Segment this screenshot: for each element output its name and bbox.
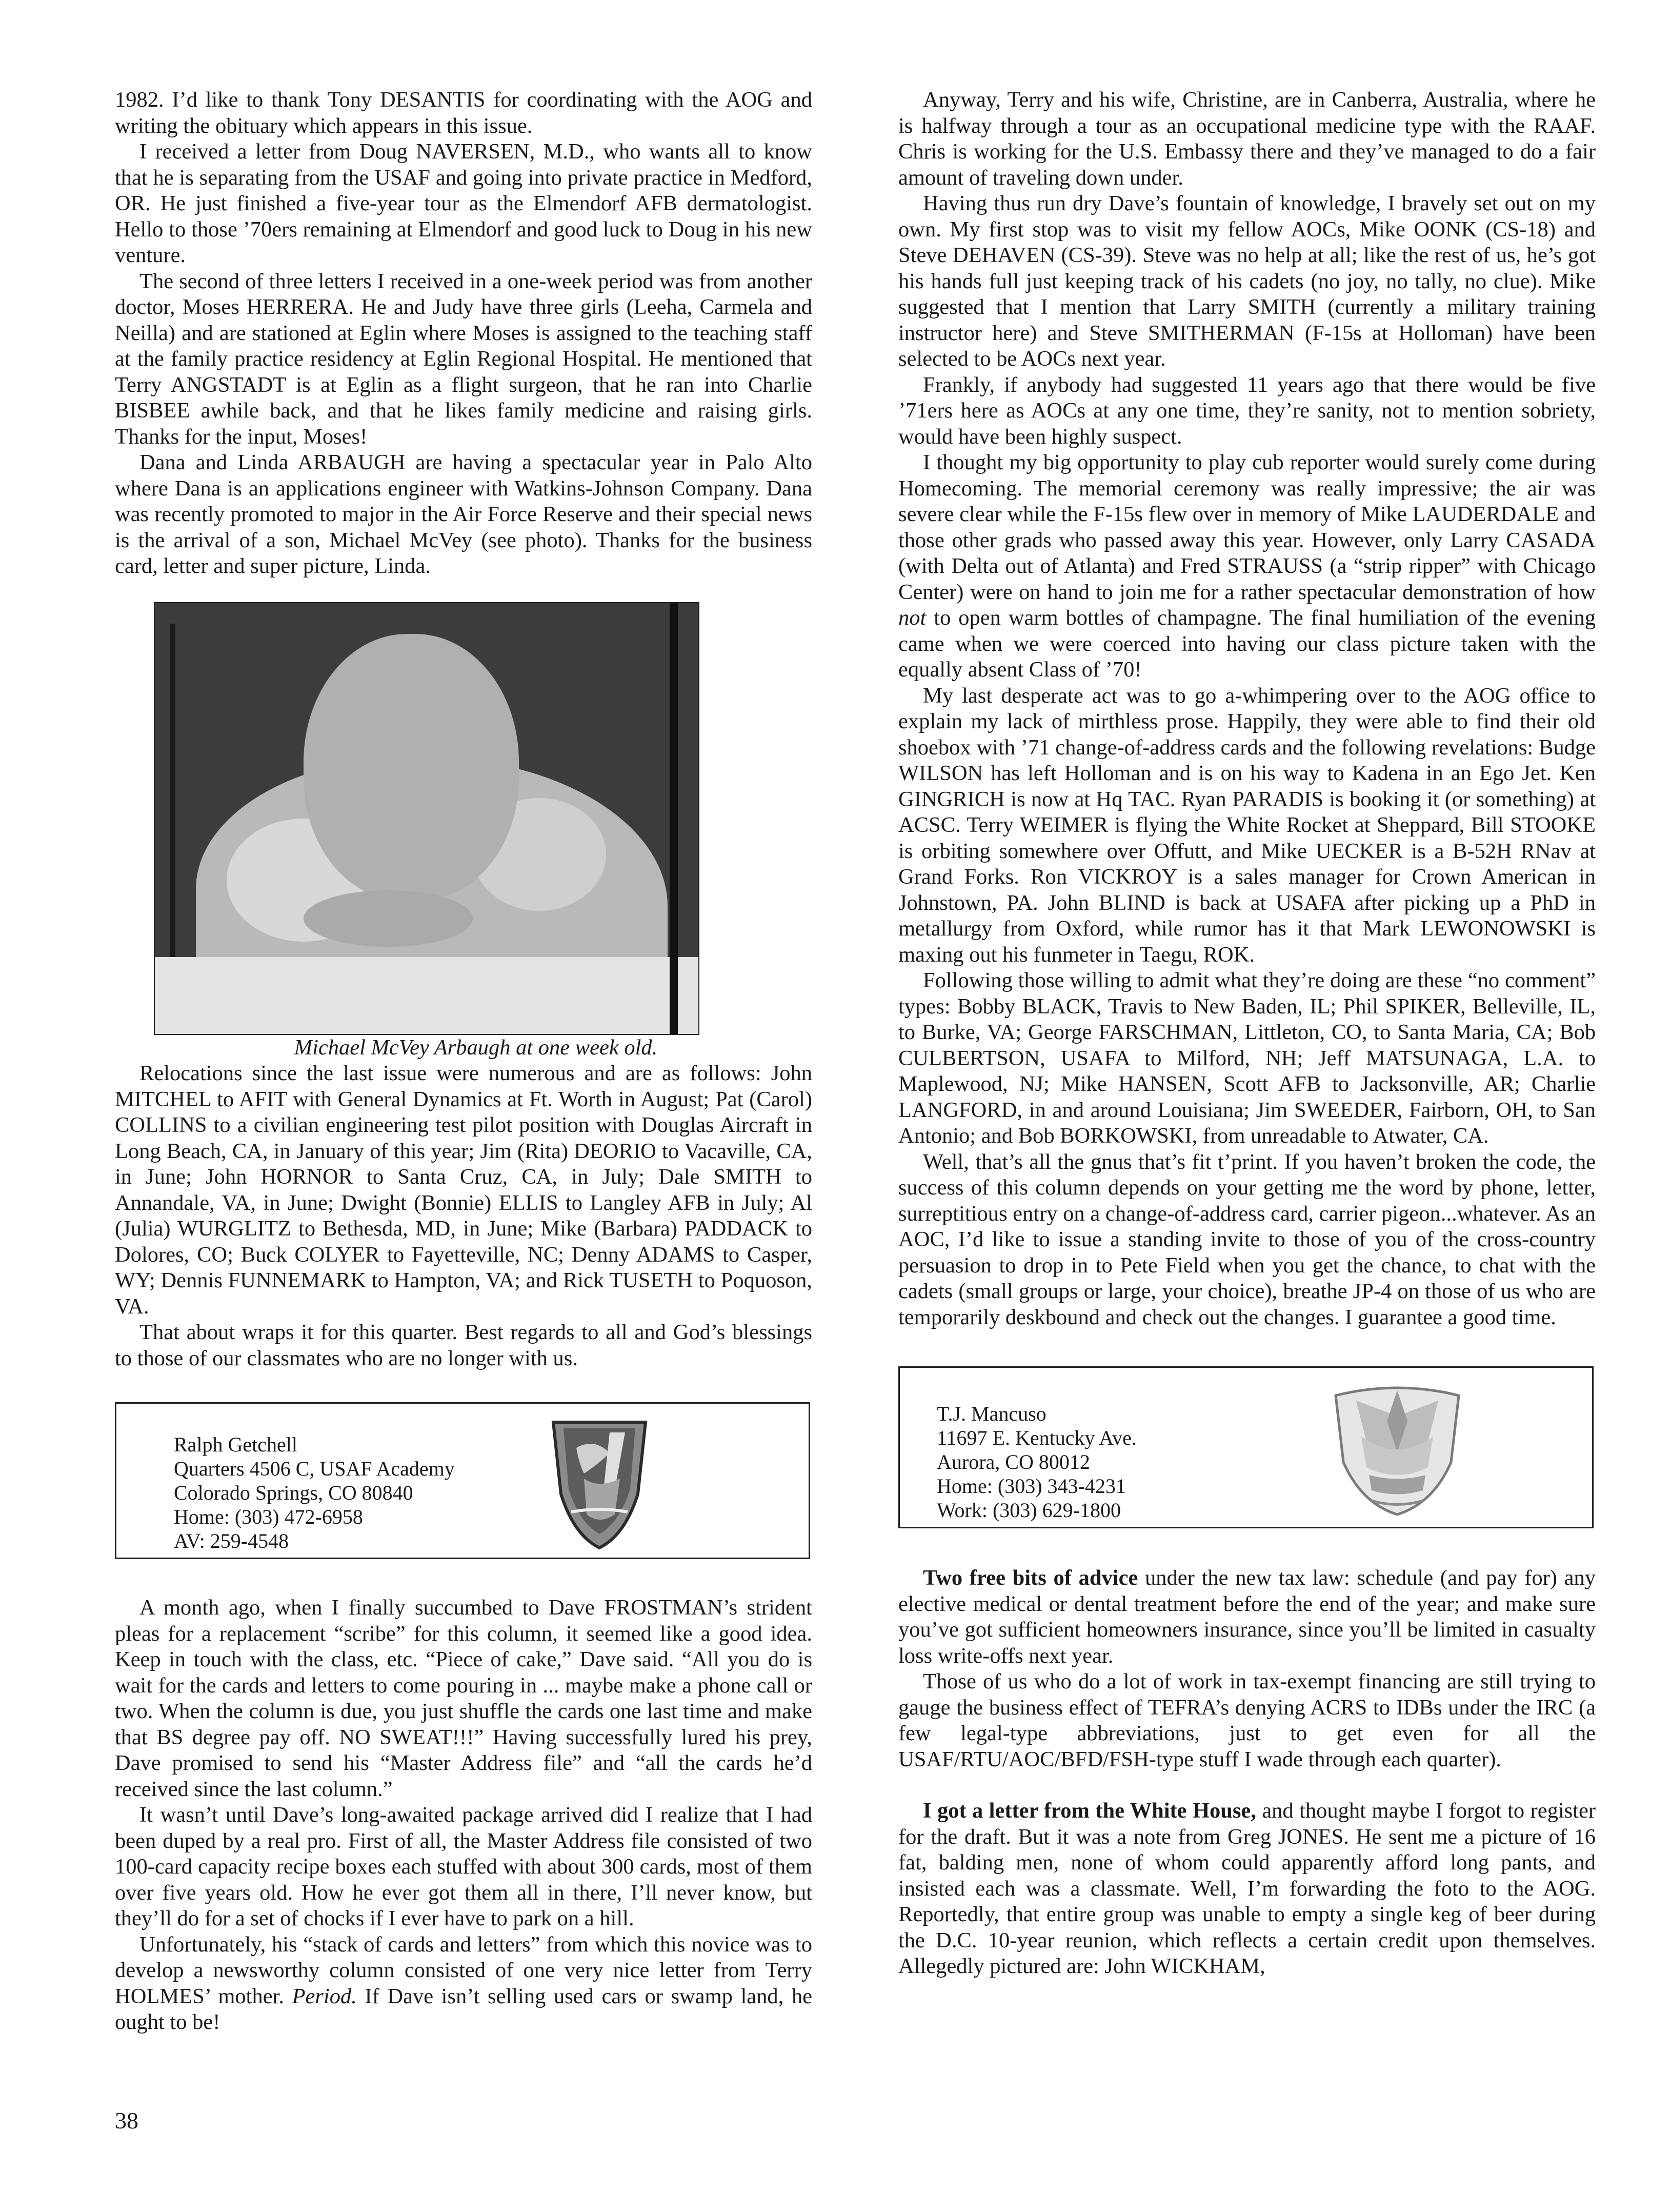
paragraph: My last desperate act was to go a-whimpering over to the AOG office to explain my lack of mirthless prose. Happily, they were able to find their old shoebox with ’71 change-of-address cards and the following revelations: Budge WILSON has left Holloman and is on his way to Kadena in an Ego Jet. Ken GINGRICH is now at Hq TAC. Ryan PARADIS is booking it (or something) at ACSC. Terry WEIMER is flying the White Rocket at Sheppard, Bill STOOKE is orbiting somewhere over Offutt, and Mike UECKER is a B-52H RNav at Grand Forks. Ron VICKROY is a sales manager for Crown American in Johnstown, PA. John BLIND is back at USAFA after picking up a PhD in metallurgy from Oxford, while rumor has it that Mark LEWONOWSKI is maxing out his funmeter in Taegu, ROK. bbox=[898, 683, 1596, 967]
address-home-phone: Home: (303) 343-4231 bbox=[937, 1474, 1126, 1498]
photo-baby-hand bbox=[304, 890, 473, 947]
address-home-phone: Home: (303) 472-6958 bbox=[174, 1505, 363, 1528]
class-crest-icon bbox=[548, 1417, 651, 1550]
photo-caption: Michael McVey Arbaugh at one week old. bbox=[294, 1035, 658, 1060]
address-street: 11697 E. Kentucky Ave. bbox=[937, 1426, 1137, 1449]
address-name: Ralph Getchell bbox=[174, 1433, 298, 1456]
text-run: Unfortunately, his “stack of cards and letters” from which this novice was to develop a newsworthy column consisted of one very nice letter from Terry HOLMES’ mother. bbox=[115, 1932, 812, 2008]
emphasis: not bbox=[898, 606, 927, 630]
page-number: 38 bbox=[115, 2107, 138, 2134]
left-column bbox=[115, 87, 812, 2036]
address-work-phone: Work: (303) 629-1800 bbox=[937, 1499, 1121, 1522]
paragraph: That about wraps it for this quarter. Best regards to all and God’s blessings to those of our classmates who are no longer with us. bbox=[115, 1320, 812, 1370]
text-run: If Dave isn’t selling used cars or swamp land, he ought to be! bbox=[115, 1984, 812, 2034]
text-run: I thought my big opportunity to play cub reporter would surely come during Homecoming. The memorial ceremony was really impressive; the air was severe clear while the F-15s flew over in memory of Mike LAUDERDALE and those other grads who passed away this year. However, only Larry CASADA (with Delta out of Atlanta) and Fred STRAUSS (a “strip ripper” with Chicago Center) were on hand to join me for a rather spectacular demonstration of how bbox=[898, 450, 1596, 604]
lead-in: Two free bits of advice bbox=[923, 1566, 1138, 1590]
paragraph: Dana and Linda ARBAUGH are having a spectacular year in Palo Alto where Dana is an applications engineer with Watkins-Johnson Company. Dana was recently promoted to major in the Air Force Reserve and their special news is the arrival of a son, Michael McVey (see photo). Thanks for the business card, letter and super picture, Linda. bbox=[115, 450, 812, 578]
photo-tray bbox=[155, 957, 698, 1034]
paragraph: Anyway, Terry and his wife, Christine, are in Canberra, Australia, where he is halfway through a tour as an occupational medicine type with the RAAF. Chris is working for the U.S. Embassy there and they’ve managed to do a fair amount of traveling down under. bbox=[898, 88, 1596, 190]
correspondent-address-box bbox=[898, 1366, 1594, 1528]
address-street: Quarters 4506 C, USAF Academy bbox=[174, 1457, 455, 1480]
address-name: T.J. Mancuso bbox=[937, 1402, 1047, 1425]
lead-in: I got a letter from the White House, bbox=[923, 1799, 1256, 1823]
photo-shadow bbox=[170, 624, 175, 957]
paragraph: The second of three letters I received in a one-week period was from another doctor, Moses HERRERA. He and Judy have three girls (Leeha, Carmela and Neilla) and are stationed at Eglin where Moses is assigned to the teaching staff at the family practice residency at Eglin Regional Hospital. He mentioned that Terry ANGSTADT is at Eglin as a flight surgeon, that he ran into Charlie BISBEE awhile back, and that he likes family medicine and raising girls. Thanks for the input, Moses! bbox=[115, 269, 812, 449]
paragraph: I received a letter from Doug NAVERSEN, M.D., who wants all to know that he is separating from the USAF and going into private practice in Medford, OR. He just finished a five-year tour as the Elmendorf AFB dermatologist. Hello to those ’70ers remaining at Elmendorf and good luck to Doug in his new venture. bbox=[115, 140, 812, 267]
address-block bbox=[174, 1432, 455, 1553]
paragraph: Relocations since the last issue were numerous and are as follows: John MITCHEL to AFIT with General Dynamics at Ft. Worth in August; Pat (Carol) COLLINS to a civilian engineering test pilot position with Douglas Aircraft in Long Beach, CA, in January of this year; Jim (Rita) DEORIO to Vacaville, CA, in June; John HORNOR to Santa Cruz, CA, in July; Dale SMITH to Annandale, VA, in June; Dwight (Bonnie) ELLIS to Langley AFB in July; Al (Julia) WURGLITZ to Bethesda, MD, in June; Mike (Barbara) PADDACK to Dolores, CO; Buck COLYER to Fayetteville, NC; Denny ADAMS to Casper, WY; Dennis FUNNEMARK to Hampton, VA; and Rick TUSETH to Poquoson, VA. bbox=[115, 1061, 812, 1319]
address-av-phone: AV: 259-4548 bbox=[174, 1529, 289, 1552]
paragraph bbox=[898, 1565, 1596, 1669]
class-crest-icon bbox=[1325, 1380, 1469, 1519]
photo-baby-face bbox=[304, 634, 519, 901]
paragraph: 1982. I’d like to thank Tony DESANTIS for coordinating with the AOG and writing the obituary which appears in this issue. bbox=[115, 88, 812, 138]
paragraph: A month ago, when I finally succumbed to Dave FROSTMAN’s strident pleas for a replacement “scribe” for this column, it seemed like a good idea. Keep in touch with the class, etc. “Piece of cake,” Dave said. “All you do is wait for the cards and letters to come pouring in ... maybe make a phone call or two. When the column is due, you just shuffle the cards one last time and make that BS degree pay off. NO SWEAT!!!” Having successfully lured his prey, Dave promised to send his “Master Address file” and “all the cards he’d received since the last column.” bbox=[115, 1596, 812, 1801]
photo-chair-frame bbox=[670, 603, 678, 1034]
address-city: Colorado Springs, CO 80840 bbox=[174, 1481, 413, 1504]
correspondent-address-box bbox=[115, 1402, 810, 1559]
paragraph: Frankly, if anybody had suggested 11 years ago that there would be five ’71ers here as AOCs at any one time, they’re sanity, not to mention sobriety, would have been highly suspect. bbox=[898, 372, 1596, 449]
paragraph: Well, that’s all the gnus that’s fit t’print. If you haven’t broken the code, the success of this column depends on your getting me the word by phone, letter, surreptitious entry on a change-of-address card, carrier pigeon...whatever. As an AOC, I’d like to issue a standing invite to those of you of the cross-country persuasion to drop in to Pete Field when you get the chance, to chat with the cadets (small groups or large, your choice), breathe JP-4 on those of us who are temporarily deskbound and check out the changes. I guarantee a good time. bbox=[898, 1149, 1596, 1329]
paragraph-gap bbox=[898, 1772, 1596, 1798]
paragraph bbox=[898, 450, 1596, 683]
paragraph bbox=[898, 1798, 1596, 1980]
paragraph: It wasn’t until Dave’s long-awaited package arrived did I realize that I had been duped by a real pro. First of all, the Master Address file consisted of two 100-card capacity recipe boxes each stuffed with about 300 cards, most of them over five years old. How he ever got them all in there, I’ll never know, but they’ll do for a set of chocks if I ever have to park on a hill. bbox=[115, 1803, 812, 1930]
text-run: under the new tax law: schedule (and pay for) any elective medical or dental treatment before the end of the year; and make sure you’ve got sufficient homeowners insurance, since you’ll be limited in casualty loss write-offs next year. bbox=[898, 1566, 1596, 1668]
baby-photo bbox=[154, 602, 699, 1035]
paragraph: Following those willing to admit what they’re doing are these “no comment” types: Bobby BLACK, Travis to New Baden, IL; Phil SPIKER, Belleville, IL, to Burke, VA; George FARSCHMAN, Littleton, CO, to Santa Maria, CA; Bob CULBERTSON, USAFA to Milford, NH; Jeff MATSUNAGA, L.A. to Maplewood, NJ; Mike HANSEN, Scott AFB to Jacksonville, AR; Charlie LANGFORD, in and around Louisiana; Jim SWEEDER, Fairborn, OH, to San Antonio; and Bob BORKOWSKI, from unreadable to Atwater, CA. bbox=[898, 968, 1596, 1148]
paragraph bbox=[115, 1932, 812, 2036]
text-run: and thought maybe I forgot to register for the draft. But it was a note from Greg JONES. He sent me a picture of 16 fat, balding men, none of whom could apparently afford long pants, and insisted each was a classmate. Well, I’m forwarding the foto to the AOG. Reportedly, that entire group was unable to empty a single keg of beer during the D.C. 10-year reunion, which reflects a certain credit upon themselves. Allegedly pictured are: John WICKHAM, bbox=[898, 1799, 1596, 1978]
address-block bbox=[937, 1402, 1137, 1522]
paragraph: Those of us who do a lot of work in tax-exempt financing are still trying to gauge the business effect of TEFRA’s denying ACRS to IDBs under the IRC (a few legal-type abbreviations, just to get even for all the USAF/RTU/AOC/BFD/FSH-type stuff I wade through each quarter). bbox=[898, 1669, 1596, 1771]
address-city: Aurora, CO 80012 bbox=[937, 1450, 1090, 1473]
emphasis: Period. bbox=[292, 1984, 357, 2008]
right-column bbox=[898, 87, 1596, 1980]
text-run: to open warm bottles of champagne. The final humiliation of the evening came when we were coerced into having our class picture taken with the equally absent Class of ’70! bbox=[898, 606, 1596, 682]
paragraph: Having thus run dry Dave’s fountain of knowledge, I bravely set out on my own. My first stop was to visit my fellow AOCs, Mike OONK (CS-18) and Steve DEHAVEN (CS-39). Steve was no help at all; like the rest of us, he’s got his hands full just keeping track of his cadets (no joy, no tally, no clue). Mike suggested that I mention that Larry SMITH (currently a military training instructor here) and Steve SMITHERMAN (F-15s at Holloman) have been selected to be AOCs next year. bbox=[898, 191, 1596, 371]
